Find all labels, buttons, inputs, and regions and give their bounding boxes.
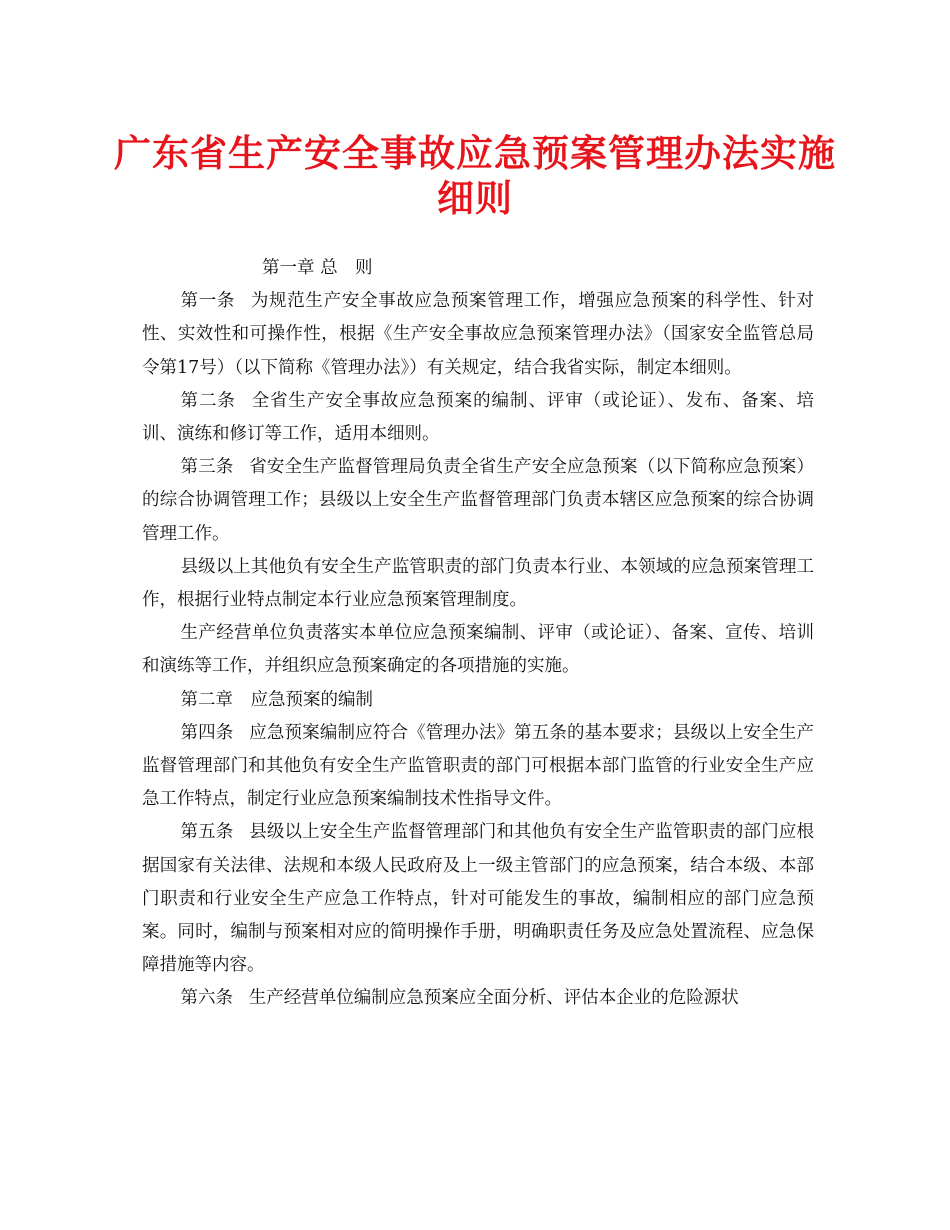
article-paragraph — [142, 982, 814, 1015]
article-paragraph — [142, 285, 814, 385]
article-label: 第五条 — [180, 822, 234, 843]
article-text: 全省生产安全事故应急预案的编制、评审（或论证）、发布、备案、培训、演练和修订等工作，适用本细则。 — [142, 390, 815, 445]
chapter-heading: 第二章 应急预案的编制 — [180, 689, 373, 710]
chapter-heading: 第一章 总 则 — [262, 258, 373, 278]
article-label: 第六条 — [180, 988, 233, 1009]
body-paragraph — [142, 551, 814, 617]
article-text: 应急预案编制应符合《管理办法》第五条的基本要求；县级以上安全生产监督管理部门和其他负有安全生产监管职责的部门可根据本部门监管的行业安全生产应急工作特点，制定行业应急预案编制技术性指导文件。 — [142, 722, 815, 810]
article-text: 生产经营单位编制应急预案应全面分析、评估本企业的危险源状 — [248, 988, 739, 1009]
article-paragraph — [142, 385, 814, 451]
article-label: 第一条 — [180, 291, 236, 312]
article-text: 县级以上安全生产监督管理部门和其他负有安全生产监管职责的部门应根据国家有关法律、法规和本级人民政府及上一级主管部门的应急预案，结合本级、本部门职责和行业安全生产应急工作特点，针对可能发生的事故，编制相应的部门应急预案。同时，编制与预案相对应的简明操作手册，明确职责任务及应急处置流程、应急保障措施等内容。 — [142, 822, 815, 976]
paragraph-text: 县级以上其他负有安全生产监管职责的部门负责本行业、本领域的应急预案管理工作，根据行业特点制定本行业应急预案管理制度。 — [142, 556, 814, 611]
paragraph-text: 生产经营单位负责落实本单位应急预案编制、评审（或论证）、备案、宣传、培训和演练等工作，并组织应急预案确定的各项措施的实施。 — [142, 623, 814, 677]
document-title-line2: 细则 — [437, 176, 513, 220]
document-body — [142, 252, 814, 1016]
article-label: 第二条 — [180, 390, 236, 411]
article-text: 省安全生产监督管理局负责全省生产安全应急预案（以下简称应急预案）的综合协调管理工作；县级以上安全生产监督管理部门负责本辖区应急预案的综合协调管理工作。 — [142, 457, 815, 544]
body-paragraph — [142, 617, 814, 683]
article-paragraph — [142, 717, 814, 817]
article-paragraph — [142, 816, 814, 982]
article-text: 为规范生产安全事故应急预案管理工作，增强应急预案的科学性、针对性、实效性和可操作性，根据《生产安全事故应急预案管理办法》（国家安全监管总局令第17号）（以下简称《管理办法》）有关规定，结合我省实际，制定本细则。 — [142, 291, 815, 378]
document-title-line1: 广东省生产安全事故应急预案管理办法实施 — [114, 131, 836, 175]
article-label: 第三条 — [180, 457, 234, 478]
article-label: 第四条 — [180, 722, 234, 743]
article-paragraph — [142, 451, 814, 551]
